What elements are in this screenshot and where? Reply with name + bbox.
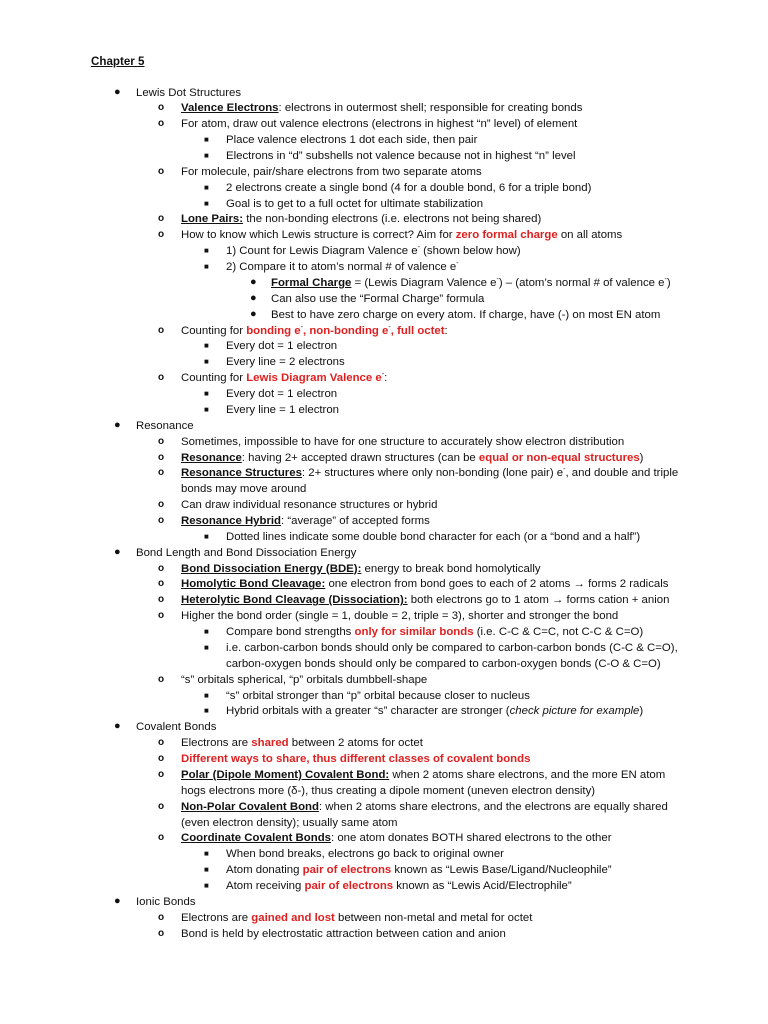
- outline-line: [158, 435, 625, 449]
- text-run: shared: [251, 737, 289, 750]
- text-run: : 2+ structures where only non-bonding (lone pair) e: [301, 467, 564, 480]
- bullet-marker: ■: [204, 627, 209, 637]
- outline-line: [158, 323, 448, 338]
- outline-line: [204, 149, 576, 163]
- outline-line: [204, 847, 504, 861]
- outline-line: [158, 736, 423, 750]
- bullet-marker: o: [158, 229, 165, 241]
- text-run: Resonance Hybrid: [181, 514, 282, 527]
- bullet-marker: ■: [204, 706, 209, 716]
- text-run: , full octet: [390, 324, 445, 337]
- outline-line: [204, 355, 345, 369]
- outline-line: [204, 704, 644, 718]
- outline-line: [158, 228, 623, 242]
- outline-line: [204, 530, 641, 544]
- text-run: Atom donating: [226, 864, 303, 877]
- bullet-marker: ●: [250, 307, 257, 320]
- text-run: one electron from bond goes to each of 2 atoms → forms 2 radicals: [325, 578, 669, 591]
- text-run: Every line = 1 electron: [226, 403, 340, 416]
- bullet-marker: ■: [204, 150, 209, 160]
- text-run: Heterolytic Bond Cleavage (Dissociation):: [181, 594, 408, 607]
- text-run: pair of electrons: [302, 864, 392, 877]
- text-run: Electrons are: [181, 737, 252, 750]
- bullet-marker: o: [158, 578, 165, 590]
- bullet-marker: o: [158, 832, 165, 844]
- text-run: bonds may move around: [181, 483, 307, 496]
- text-run: Atom receiving: [226, 880, 305, 892]
- outline-line: [158, 371, 388, 385]
- bullet-marker: o: [158, 927, 165, 939]
- outline-line: [158, 927, 506, 941]
- text-run: : having 2+ accepted drawn structures (can be: [241, 451, 479, 464]
- text-run: Every dot = 1 electron: [226, 388, 338, 401]
- text-run: Bond is held by electrostatic attraction between cation and anion: [181, 927, 506, 940]
- text-run: Lone Pairs:: [181, 213, 244, 226]
- text-run: Every line = 2 electrons: [226, 356, 345, 369]
- outline-line: [226, 657, 661, 671]
- text-run: Lewis Diagram Valence e: [246, 372, 382, 385]
- outline-line: [158, 577, 669, 591]
- bullet-marker: o: [158, 324, 165, 336]
- outline-line: [181, 482, 306, 496]
- bullet-marker: o: [158, 499, 165, 511]
- text-run: Can draw individual resonance structures or hybrid: [181, 499, 438, 512]
- page-title: Chapter 5: [91, 55, 145, 68]
- text-run: ): [639, 705, 644, 718]
- text-run: -: [417, 244, 420, 252]
- bullet-marker: o: [158, 514, 165, 526]
- bullet-marker: o: [158, 673, 165, 685]
- bullet-marker: ●: [114, 85, 121, 98]
- outline-line: [114, 85, 242, 100]
- text-run: :: [384, 372, 388, 385]
- outline-line: [204, 339, 338, 353]
- text-run: energy to break bond homolytically: [361, 562, 541, 575]
- bullet-marker: ●: [114, 545, 121, 558]
- text-run: Electrons in “d” subshells not valence because not in highest “n” level: [226, 149, 576, 162]
- text-run: carbon-oxygen bonds should only be compared to carbon-oxygen bonds (C-O & C=O): [226, 657, 661, 670]
- outline-line: [204, 387, 338, 401]
- bullet-marker: o: [158, 435, 165, 447]
- text-run: When bond breaks, electrons go back to original owner: [226, 848, 504, 861]
- bullet-marker: ●: [114, 418, 121, 431]
- outline-line: [158, 609, 619, 623]
- text-run: “s” orbitals spherical, “p” orbitals dumbbell-shape: [181, 673, 428, 686]
- outline-line: [250, 275, 671, 290]
- outline-line: [181, 784, 595, 798]
- bullet-marker: ■: [204, 690, 209, 700]
- text-run: Non-Polar Covalent Bond: [181, 800, 319, 813]
- bullet-marker: o: [158, 562, 165, 574]
- text-run: “s” orbital stronger than “p” orbital because closer to nucleus: [226, 689, 530, 702]
- bullet-marker: o: [158, 911, 165, 923]
- bullet-marker: o: [158, 451, 165, 463]
- text-run: check picture for example: [509, 705, 640, 718]
- text-run: Sometimes, impossible to have for one structure to accurately show electron distribution: [181, 435, 625, 448]
- text-run: between non-metal and metal for octet: [334, 911, 533, 924]
- outline-line: [158, 498, 438, 512]
- bullet-marker: o: [158, 165, 165, 177]
- text-run: -: [381, 371, 385, 379]
- outline-line: [204, 689, 530, 703]
- text-run: Homolytic Bond Cleavage:: [181, 578, 326, 591]
- outline-line: [250, 291, 485, 306]
- text-run: -: [456, 260, 459, 268]
- text-run: Place valence electrons 1 dot each side, then pair: [226, 134, 478, 147]
- text-run: For molecule, pair/share electrons from two separate atoms: [181, 165, 482, 178]
- text-run: ): [666, 276, 671, 289]
- outline-line: [158, 911, 533, 925]
- bullet-marker: o: [158, 737, 165, 749]
- bullet-marker: ■: [204, 865, 209, 875]
- bullet-marker: o: [158, 753, 165, 765]
- text-run: Resonance: [136, 419, 194, 432]
- text-run: only for similar bonds: [354, 626, 474, 639]
- outline-line: [158, 800, 668, 814]
- text-run: Bond Length and Bond Dissociation Energy: [136, 546, 357, 559]
- bullet-marker: o: [158, 610, 165, 622]
- text-run: Dotted lines indicate some double bond character for each (or a “bond and a half”): [226, 530, 641, 543]
- outline-line: [204, 403, 340, 417]
- outline-line: [114, 545, 357, 560]
- text-run: How to know which Lewis structure is correct? Aim for: [181, 229, 456, 242]
- text-run: i.e. carbon-carbon bonds should only be compared to carbon-carbon bonds (C-C & C=O),: [226, 641, 678, 654]
- text-run: hogs electrons more (δ-), thus creating a dipole moment (uneven electron density): [181, 784, 596, 797]
- text-run: Every dot = 1 electron: [226, 340, 338, 353]
- text-run: when 2 atoms share electrons, and the more EN atom: [389, 768, 666, 781]
- outline-line: [158, 117, 578, 131]
- text-run: Polar (Dipole Moment) Covalent Bond:: [181, 768, 390, 781]
- bullet-marker: ■: [204, 881, 209, 890]
- text-run: For atom, draw out valence electrons (electrons in highest “n” level) of element: [181, 118, 578, 131]
- outline-line: [204, 181, 592, 195]
- text-run: : “average” of accepted forms: [281, 514, 430, 527]
- text-run: Can also use the “Formal Charge” formula: [271, 292, 485, 305]
- text-run: Counting for: [181, 372, 247, 385]
- text-run: pair of electrons: [304, 880, 394, 892]
- text-run: on all atoms: [557, 229, 623, 242]
- text-run: equal or non-equal structures: [478, 451, 640, 464]
- outline-line: [158, 752, 531, 766]
- text-run: = (Lewis Diagram Valence e: [351, 276, 497, 289]
- text-run: Higher the bond order (single = 1, double = 2, triple = 3), shorter and stronger the bond: [181, 610, 619, 623]
- outline-line: [158, 593, 670, 607]
- text-run: -: [300, 323, 303, 331]
- bullet-marker: ●: [114, 720, 121, 733]
- text-run: 2 electrons create a single bond (4 for a double bond, 6 for a triple bond): [226, 181, 592, 194]
- outline-line: [158, 466, 679, 480]
- outline-line: [204, 625, 644, 639]
- text-run: known as “Lewis Base/Ligand/Nucleophile”: [391, 864, 612, 877]
- text-run: : electrons in outermost shell; responsible for creating bonds: [278, 102, 583, 115]
- bullet-marker: ■: [204, 849, 209, 859]
- text-run: Valence Electrons: [181, 102, 279, 115]
- bullet-marker: o: [158, 594, 165, 606]
- text-run: Counting for: [181, 324, 247, 337]
- outline-line: [158, 768, 666, 782]
- outline-line: [204, 244, 521, 258]
- text-run: Bond Dissociation Energy (BDE):: [181, 562, 362, 575]
- bullet-marker: ■: [204, 404, 209, 414]
- text-run: -: [388, 323, 391, 331]
- text-run: (even electron density); usually same atom: [181, 816, 398, 829]
- text-run: , and double and triple: [565, 467, 679, 480]
- text-run: Resonance Structures: [181, 467, 302, 480]
- text-run: Different ways to share, thus different classes of covalent bonds: [181, 753, 531, 766]
- outline-line: [204, 863, 612, 877]
- outline-line: [158, 562, 541, 576]
- text-run: Coordinate Covalent Bonds: [181, 832, 331, 845]
- text-run: Lewis Dot Structures: [136, 86, 242, 99]
- outline-line: [204, 133, 478, 147]
- text-run: ) – (atom’s normal # of valence e: [498, 276, 665, 289]
- text-run: Ionic Bonds: [136, 895, 196, 908]
- bullet-marker: ●: [250, 291, 257, 304]
- text-run: : one atom donates BOTH shared electrons to the other: [331, 832, 612, 845]
- bullet-marker: o: [158, 213, 165, 225]
- bullet-marker: o: [158, 102, 165, 114]
- text-run: 1) Count for Lewis Diagram Valence e: [226, 245, 418, 258]
- text-run: (i.e. C-C & C=C, not C-C & C=O): [473, 626, 644, 639]
- text-run: -: [563, 466, 566, 474]
- text-run: , non-bonding e: [302, 324, 389, 337]
- bullet-marker: o: [158, 467, 165, 479]
- bullet-marker: ■: [204, 341, 209, 351]
- bullet-marker: ■: [204, 246, 209, 256]
- outline-line: [250, 307, 661, 322]
- bullet-marker: ■: [204, 135, 209, 145]
- text-run: Resonance: [181, 451, 242, 464]
- text-run: zero formal charge: [455, 229, 558, 242]
- outline-line: [204, 197, 484, 211]
- text-run: known as “Lewis Acid/Electrophile”: [393, 880, 572, 892]
- text-run: Covalent Bonds: [136, 721, 217, 734]
- bullet-marker: ●: [250, 275, 257, 288]
- text-run: between 2 atoms for octet: [288, 737, 423, 750]
- outline-line: [158, 165, 482, 179]
- text-run: -: [496, 276, 499, 284]
- outline-line: [204, 879, 572, 893]
- bullet-marker: ■: [204, 389, 209, 399]
- text-run: 2) Compare it to atom’s normal # of valence e: [226, 261, 457, 274]
- text-run: Goal is to get to a full octet for ultimate stabilization: [226, 197, 484, 210]
- text-run: ): [639, 451, 644, 464]
- bullet-marker: ■: [204, 262, 209, 272]
- bullet-marker: o: [158, 768, 165, 780]
- outline-line: [158, 514, 430, 528]
- text-run: Best to have zero charge on every atom. If charge, have (-) on most EN atom: [271, 308, 661, 321]
- bullet-marker: o: [158, 118, 165, 130]
- text-run: the non-bonding electrons (i.e. electrons not being shared): [243, 213, 542, 226]
- bullet-marker: ■: [204, 198, 209, 208]
- bullet-marker: ■: [204, 531, 209, 541]
- outline-line: [158, 212, 542, 226]
- text-run: Formal Charge: [271, 276, 352, 289]
- text-run: Hybrid orbitals with a greater “s” character are stronger (: [226, 705, 510, 718]
- bullet-marker: ■: [204, 357, 209, 367]
- text-run: gained and lost: [251, 911, 335, 924]
- outline-line: [114, 894, 196, 909]
- outline-line: [204, 260, 459, 274]
- bullet-marker: o: [158, 800, 165, 812]
- text-run: both electrons go to 1 atom → forms cation + anion: [407, 594, 670, 607]
- outline-line: [114, 720, 217, 734]
- outline-line: [204, 641, 678, 655]
- text-run: bonding e: [246, 324, 301, 337]
- text-run: -: [664, 276, 667, 284]
- outline-line: [158, 451, 644, 465]
- outline-line: [181, 816, 398, 830]
- text-run: Electrons are: [181, 911, 252, 924]
- bullet-marker: o: [158, 372, 165, 384]
- text-run: : when 2 atoms share electrons, and the electrons are equally shared: [318, 800, 668, 813]
- outline-line: [158, 831, 612, 845]
- bullet-marker: ■: [204, 642, 209, 652]
- text-run: Compare bond strengths: [226, 626, 355, 639]
- outline-line: [158, 673, 428, 687]
- bullet-marker: ●: [114, 894, 121, 907]
- outline-line: [158, 101, 583, 115]
- text-run: :: [444, 324, 448, 337]
- outline-line: [114, 418, 194, 433]
- bullet-marker: ■: [204, 182, 209, 192]
- text-run: (shown below how): [419, 245, 521, 258]
